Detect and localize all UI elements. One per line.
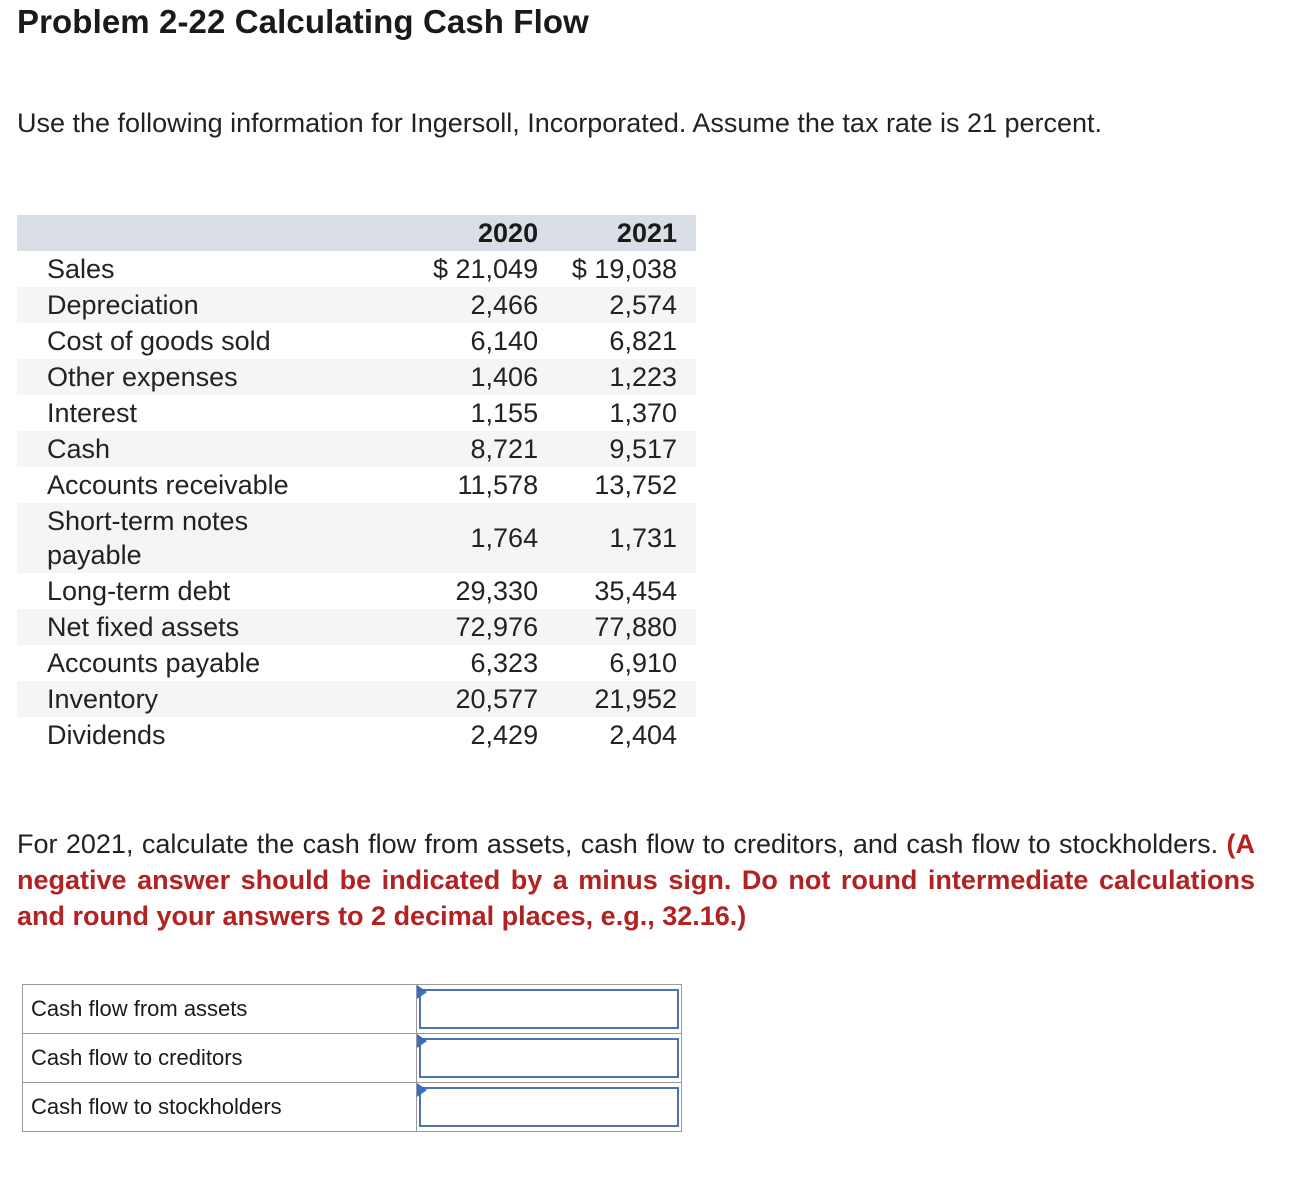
question-text: [17, 826, 1255, 934]
row-value-2020: 2,429: [470, 720, 539, 750]
row-label: Sales: [47, 254, 115, 284]
row-label: Accounts payable: [47, 648, 261, 678]
cash-flow-to-creditors-input[interactable]: [419, 1038, 679, 1078]
table-row: [17, 609, 696, 645]
row-value-2020: 8,721: [470, 434, 539, 464]
row-label: Accounts receivable: [47, 470, 289, 500]
table-row: [17, 323, 696, 359]
row-value-2021: 77,880: [594, 612, 677, 642]
row-value-2020: 20,577: [455, 684, 539, 714]
page-title: Problem 2-22 Calculating Cash Flow: [17, 3, 589, 40]
row-value-2021: 1,223: [609, 362, 677, 392]
row-label: Cash: [47, 434, 111, 464]
row-value-2020: 6,323: [470, 648, 539, 678]
row-value-2021: 1,731: [609, 523, 677, 553]
answer-row: [23, 1034, 682, 1083]
header-year-2021: 2021: [616, 218, 677, 248]
table-row: [17, 359, 696, 395]
header-label-col: [17, 215, 418, 251]
row-value-2020: 2,466: [470, 290, 539, 320]
row-value-2021: 6,821: [609, 326, 677, 356]
row-value-2020: 6,140: [470, 326, 539, 356]
input-marker-icon: [417, 1034, 427, 1048]
answer-row: [23, 1083, 682, 1132]
row-label: Inventory: [47, 684, 159, 714]
row-value-2021: 6,910: [609, 648, 677, 678]
row-value-2020: $ 21,049: [432, 254, 539, 284]
row-value-2020: 29,330: [455, 576, 539, 606]
answer-row: [23, 985, 682, 1034]
answer-cell: [417, 985, 682, 1034]
answer-cell: [417, 1034, 682, 1083]
cash-flow-to-stockholders-input[interactable]: [419, 1087, 679, 1127]
row-value-2021: 2,574: [609, 290, 677, 320]
row-label: Net fixed assets: [47, 612, 240, 642]
intro-text: Use the following information for Ingersoll, Incorporated. Assume the tax rate is 21 percent.: [17, 108, 1103, 138]
row-value-2020: 11,578: [457, 470, 539, 500]
row-value-2020: 1,764: [470, 523, 539, 553]
table-header-row: [17, 215, 696, 251]
row-value-2020: 1,406: [470, 362, 539, 392]
answer-label-cash-flow-from-assets: Cash flow from assets: [23, 985, 417, 1034]
table-row: [17, 503, 696, 573]
row-value-2021: $ 19,038: [571, 254, 677, 284]
table-row: [17, 645, 696, 681]
question-main: For 2021, calculate the cash flow from assets, cash flow to creditors, and cash flow to stockholders.: [17, 829, 1219, 859]
row-value-2021: 13,752: [594, 470, 677, 500]
answer-cell: [417, 1083, 682, 1132]
answer-label-cash-flow-to-creditors: Cash flow to creditors: [23, 1034, 417, 1083]
table-row: [17, 431, 696, 467]
table-row: [17, 717, 696, 753]
row-label: Short-term notes payable: [47, 506, 249, 570]
answer-table: [22, 984, 682, 1132]
table-row: [17, 287, 696, 323]
table-row: [17, 395, 696, 431]
row-label: Interest: [47, 398, 138, 428]
row-value-2021: 21,952: [594, 684, 677, 714]
row-label: Depreciation: [47, 290, 199, 320]
input-marker-icon: [417, 1083, 427, 1097]
question-hint: (A negative answer should be indicated by a minus sign. Do not round intermediate calculations and round your answers to 2 decimal places, e.g., 32.16.): [17, 829, 1255, 931]
row-value-2020: 1,155: [470, 398, 539, 428]
row-label: Dividends: [47, 720, 166, 750]
row-value-2020: 72,976: [455, 612, 539, 642]
row-label: Other expenses: [47, 362, 238, 392]
input-marker-icon: [417, 985, 427, 999]
row-value-2021: 35,454: [594, 576, 677, 606]
cash-flow-from-assets-input[interactable]: [419, 989, 679, 1029]
row-value-2021: 1,370: [609, 398, 677, 428]
answer-label-cash-flow-to-stockholders: Cash flow to stockholders: [23, 1083, 417, 1132]
table-row: [17, 251, 696, 287]
header-year-2020: 2020: [478, 218, 539, 248]
table-row: [17, 681, 696, 717]
financial-data-table: [17, 215, 696, 753]
row-value-2021: 9,517: [609, 434, 677, 464]
row-label: Long-term debt: [47, 576, 231, 606]
row-value-2021: 2,404: [609, 720, 677, 750]
table-row: [17, 467, 696, 503]
row-label: Cost of goods sold: [47, 326, 271, 356]
table-row: [17, 573, 696, 609]
